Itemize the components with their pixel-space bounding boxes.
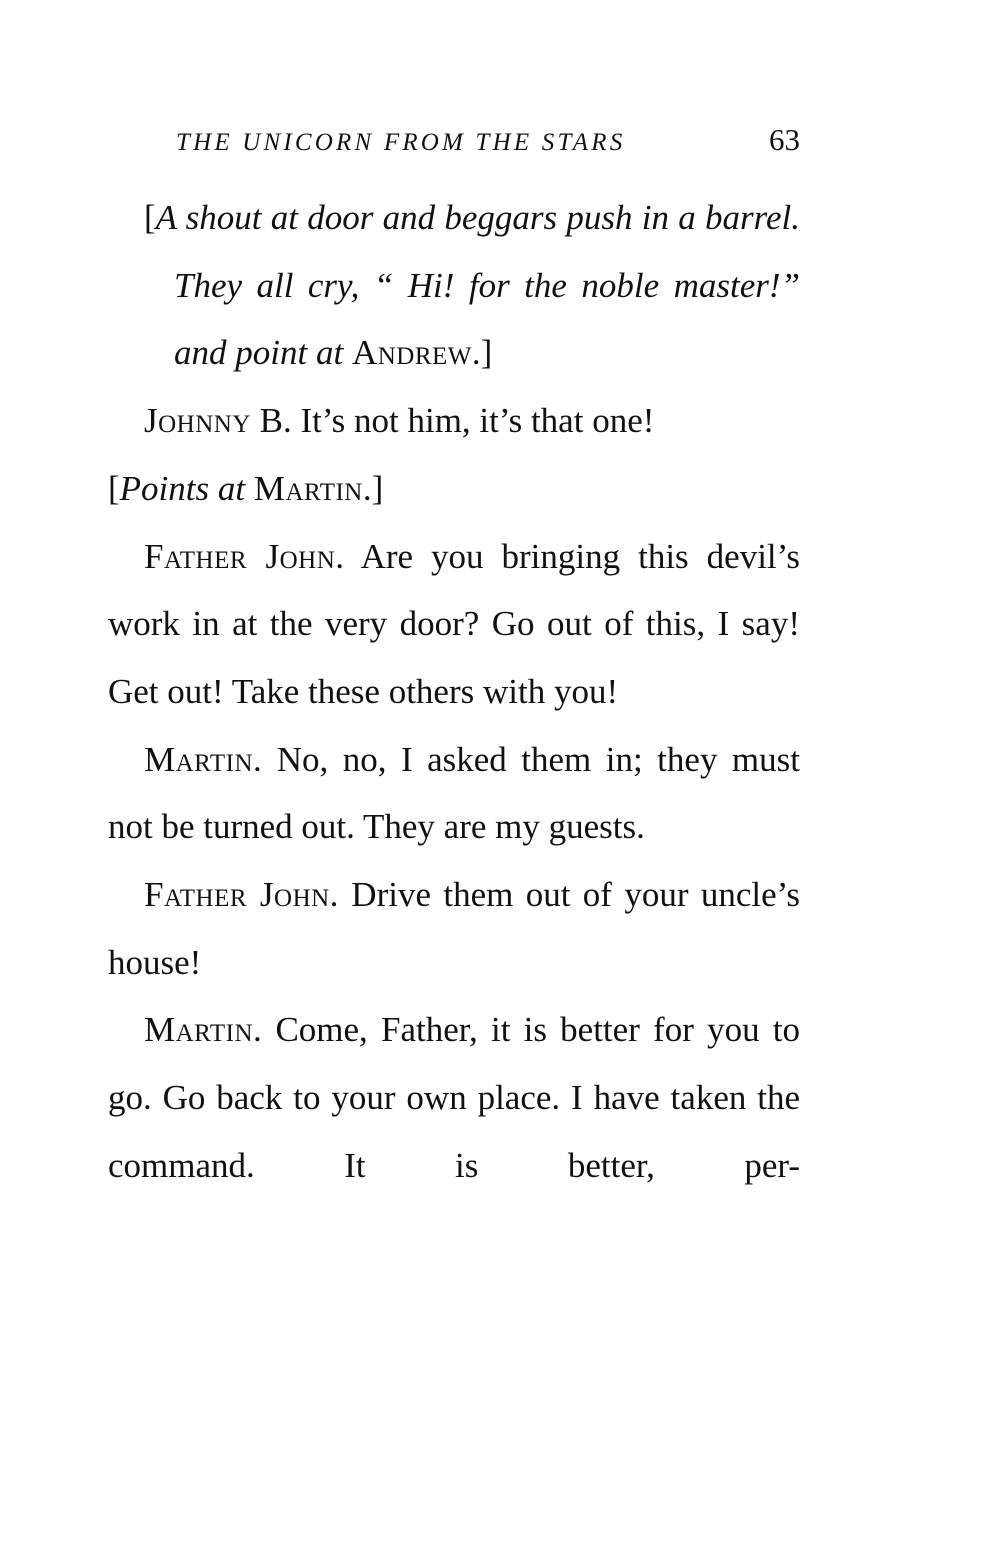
running-header [176,122,800,162]
speech-text: It’s not him, it’s that one! [291,401,655,441]
speech-text: Are you bringing this devil’s work in at the very door? Go out of this, I say! Get out! Take these others with you! [108,536,800,711]
stage-direction: [A shout at door and beggars push in a barrel. They all cry, “ Hi! for the noble master!” and point at Andrew.] [144,198,800,373]
speech-text: Drive them out of your uncle’s house! [108,875,800,982]
speaker-name: Martin. [144,1010,263,1050]
speech-martin [108,996,800,1199]
speaker-name: Father John. [144,536,345,576]
speech-father-john [108,861,800,996]
stage-direction-text: A shout at door and beggars push in a barrel. They all cry, “ Hi! for the noble master!” and point at [155,198,800,373]
speaker-name: Father John. [144,875,339,915]
speech-martin [108,726,800,861]
speaker-name: Martin. [144,739,263,779]
speech-text: No, no, I asked them in; they must not be turned out. They are my guests. [108,739,800,847]
speaker-name: Johnny [144,401,251,441]
play-text [108,184,800,1200]
page-number: 63 [769,122,800,157]
speech-father-john [108,523,800,726]
running-title: THE UNICORN FROM THE STARS [176,129,626,156]
character-name: Martin [253,468,363,508]
speech-text: Come, Father, it is better for you to go. Go back to your own place. I have taken the command. It is better, per- [108,1010,800,1185]
inline-stage-direction: [Points at Martin.] [108,468,384,508]
character-name: Andrew [351,333,472,373]
speech-johnny-b: Johnny B. It’s not him, it’s that one! [Points at Martin.] [108,387,800,522]
